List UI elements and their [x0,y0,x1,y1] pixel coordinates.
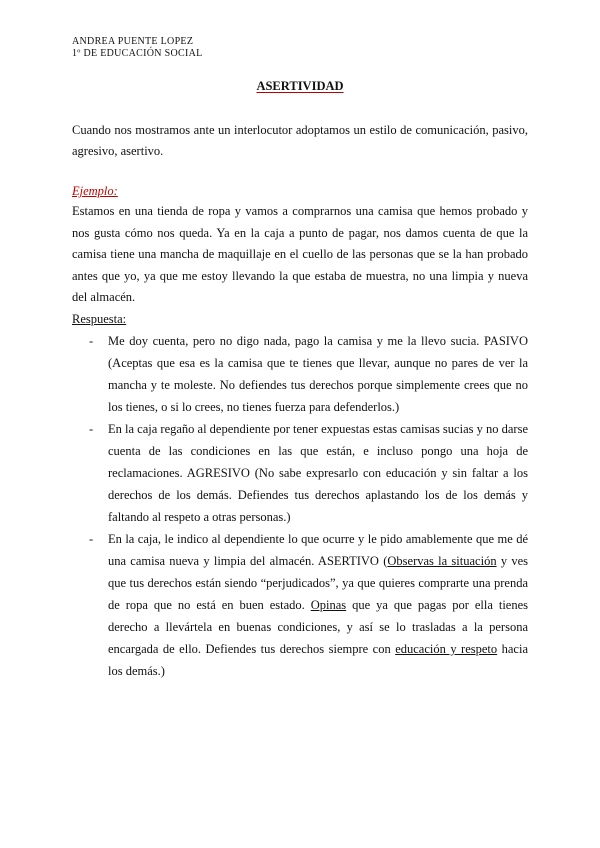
example-paragraph: Estamos en una tienda de ropa y vamos a comprarnos una camisa que hemos probado y nos gusta cómo nos queda. Ya en la caja a punto de pagar, nos damos cuenta de que la camisa tiene una mancha de maquillaje en el cuello de las personas que se la han probado antes que yo, ya que me estoy llevando la que estaba de muestra, no una limpia y nueva del almacén. [72,204,528,304]
author-name: ANDREA PUENTE LOPEZ [72,36,194,47]
response-label: Respuesta: [72,311,127,326]
document-title: ASERTIVIDAD [256,79,344,93]
list-dash: - [89,532,94,546]
option-assertive-text-2: y ves que tus derechos están siendo “perjudicados”, ya que quieres comprarte una prenda de ropa que no está en buen estado. [108,554,528,612]
option-assertive-text-3: que ya que pagas por ella tienes derecho a llevártela en buenas condiciones, y así se lo trasladas a la persona encargada de ello. Defiendes tus derechos siempre con [108,598,529,656]
option-passive [72,330,528,418]
example-label: Ejemplo: [72,184,118,198]
underlined-opinas: Opinas [310,598,347,612]
option-assertive-text-4: hacia los demás.) [108,642,528,678]
intro-paragraph: Cuando nos mostramos ante un interlocutor adoptamos un estilo de comunicación, pasivo, agresivo, asertivo. [72,123,528,158]
list-dash: - [89,334,94,348]
underlined-educacion: educación y respeto [395,642,498,656]
list-dash: - [89,422,94,436]
option-assertive-text-1: En la caja, le indico al dependiente lo que ocurre y le pido amablemente que me dé una camisa nueva y limpia del almacén. ASERTIVO ( [108,532,528,568]
option-aggressive-text: En la caja regaño al dependiente por tener expuestas estas camisas sucias y no darse cuenta de las condiciones en las que están, e incluso pongo una hoja de reclamaciones. AGRESIVO (No sabe expresarlo con educación y sin faltar a los derechos de los demás. Defiendes tus derechos aplastando los de los demás y faltando al respeto a otras personas.) [108,422,528,524]
underlined-observas: Observas la situación [387,554,497,568]
course-name: 1º DE EDUCACIÓN SOCIAL [72,48,203,59]
option-aggressive [72,418,528,528]
option-passive-text: Me doy cuenta, pero no digo nada, pago la camisa y me la llevo sucia. PASIVO (Aceptas que esa es la camisa que te tienes que llevar, aunque no pares de ver la mancha y te moleste. No defiendes tus derechos porque simplemente crees que no los tienes, o si lo crees, no tienes fuerza para defenderlos.) [108,334,528,414]
response-options-list [72,330,528,682]
option-assertive [72,528,528,682]
